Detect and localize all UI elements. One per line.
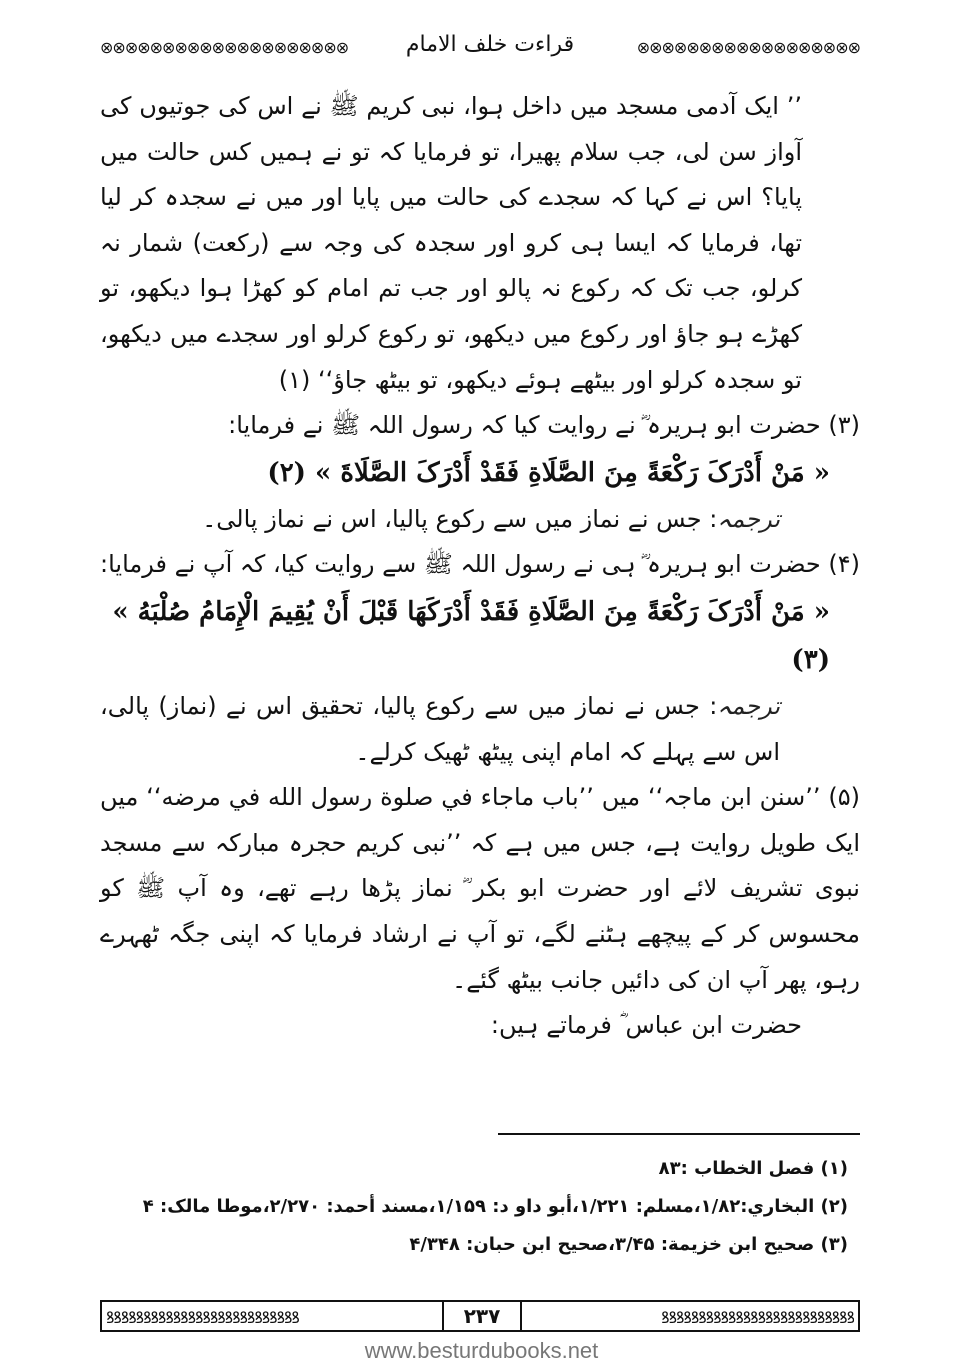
translation-text: : جس نے نماز میں سے رکوع پالیا، اس نے نماز پالی۔ — [202, 504, 718, 533]
header-ornament-left: ⊗⊗⊗⊗⊗⊗⊗⊗⊗⊗⊗⊗⊗⊗⊗⊗⊗⊗⊗⊗ — [100, 38, 349, 56]
translation-label: ترجمہ — [717, 691, 780, 720]
translation-text: : جس نے نماز میں سے رکوع پالیا، تحقیق اس نے (نماز) پالی، اس سے پہلے کہ امام اپنی پیٹھ ٹھیک کرلے۔ — [100, 691, 780, 766]
footnote-2: (۲) البخاري:۱/۸۲،مسلم: ۱/۲۲۱،أبو داو د: ۱/۱۵۹،مسند أحمد: ۲/۲۷۰،موطا مالک: ۴ — [142, 1196, 848, 1217]
paragraph-hadith-4-intro: (۴) حضرت ابو ہریرہ ؓ ہی نے رسول اللہ ﷺ سے روایت کیا، کہ آپ نے فرمایا: — [100, 550, 860, 579]
page-header — [100, 28, 860, 68]
footnotes — [100, 1150, 860, 1264]
arabic-hadith-1: « مَنْ أَدْرَکَ رَکْعَةً مِنَ الصَّلَاةِ فَقَدْ أَدْرَکَ الصَّلَاةَ » (۲) — [267, 457, 830, 488]
paragraph-hadith-3-intro: (۳) حضرت ابو ہریرہ ؓ نے روایت کیا کہ رسول اللہ ﷺ نے فرمایا: — [228, 411, 860, 440]
header-ornament-right: ⊗⊗⊗⊗⊗⊗⊗⊗⊗⊗⊗⊗⊗⊗⊗⊗⊗⊗ — [636, 38, 860, 56]
footer-ornament-left: ꝸꝸꝸꝸꝸꝸꝸꝸꝸꝸꝸꝸꝸꝸꝸꝸꝸꝸꝸꝸꝸꝸꝸꝸꝸꝸ — [106, 1308, 299, 1326]
main-text — [100, 84, 860, 1049]
footnote-1: (۱) فصل الخطاب :۸۳ — [658, 1158, 848, 1179]
watermark-url[interactable]: www.besturdubooks.net — [364, 1338, 599, 1363]
translation-label: ترجمہ — [717, 504, 780, 533]
translation-1 — [100, 497, 860, 543]
arabic-hadith-2: « مَنْ أَدْرَکَ رَکْعَةً مِنَ الصَّلَاةِ فَقَدْ أَدْرَکَهَا قَبْلَ أَنْ يُقِيمَ الْإِمَامُ صُلْبَهُ » (۳) — [112, 596, 830, 675]
paragraph-ibn-abbas: حضرت ابن عباس ؓ فرماتے ہیں: — [490, 1011, 802, 1040]
paragraph-hadith-narration: ’’ ایک آدمی مسجد میں داخل ہوا، نبی کریم ﷺ نے اس کی جوتیوں کی آواز سن لی، جب سلام پھیرا، تو فرمایا کہ تو نے ہمیں کس حالت میں پایا؟ اس نے کہا کہ سجدے کی حالت میں پایا اور میں نے سجدہ کر لیا تھا، فرمایا کہ ایسا ہی کرو اور سجدہ کی وجہ سے (رکعت) شمار نہ کرلو، جب تک کہ رکوع نہ پالو اور جب تم امام کو کھڑا ہوا دیکھو، تو کھڑے ہو جاؤ اور رکوع میں دیکھو، تو رکوع کرلو اور سجدے میں دیکھو، تو سجدہ کرلو اور بیٹھے ہوئے دیکھو، تو بیٹھ جاؤ‘‘ (۱) — [100, 92, 802, 394]
page-footer — [100, 1300, 860, 1332]
footnote-3: (۳) صحيح ابن خزيمة: ۳/۴۵،صحيح ابن حبان: ۴/۳۴۸ — [409, 1234, 848, 1255]
page-number: ۲۳۷ — [442, 1302, 522, 1330]
paragraph-ibn-majah: (۵) ’’سنن ابن ماجہ‘‘ میں ’’باب ماجاء في صلوة رسول الله في مرضه‘‘ میں ایک طویل روایت ہے، جس میں ہے کہ ’’نبی کریم حجرہ مبارکہ سے مسجد نبوی تشریف لائے اور حضرت ابو بکر ؓ نماز پڑھا رہے تھے، وہ آپ ﷺ کو محسوس کر کے پیچھے ہٹنے لگے، تو آپ نے ارشاد فرمایا کہ اپنی جگہ ٹھہرے رہو، پھر آپ ان کی دائیں جانب بیٹھ گئے۔ — [100, 783, 860, 994]
footnote-separator — [498, 1133, 860, 1135]
translation-2 — [100, 684, 860, 775]
footer-ornament-right: ꝸꝸꝸꝸꝸꝸꝸꝸꝸꝸꝸꝸꝸꝸꝸꝸꝸꝸꝸꝸꝸꝸꝸꝸꝸꝸ — [661, 1308, 854, 1326]
running-title: قراءت خلف الامام — [405, 32, 575, 57]
